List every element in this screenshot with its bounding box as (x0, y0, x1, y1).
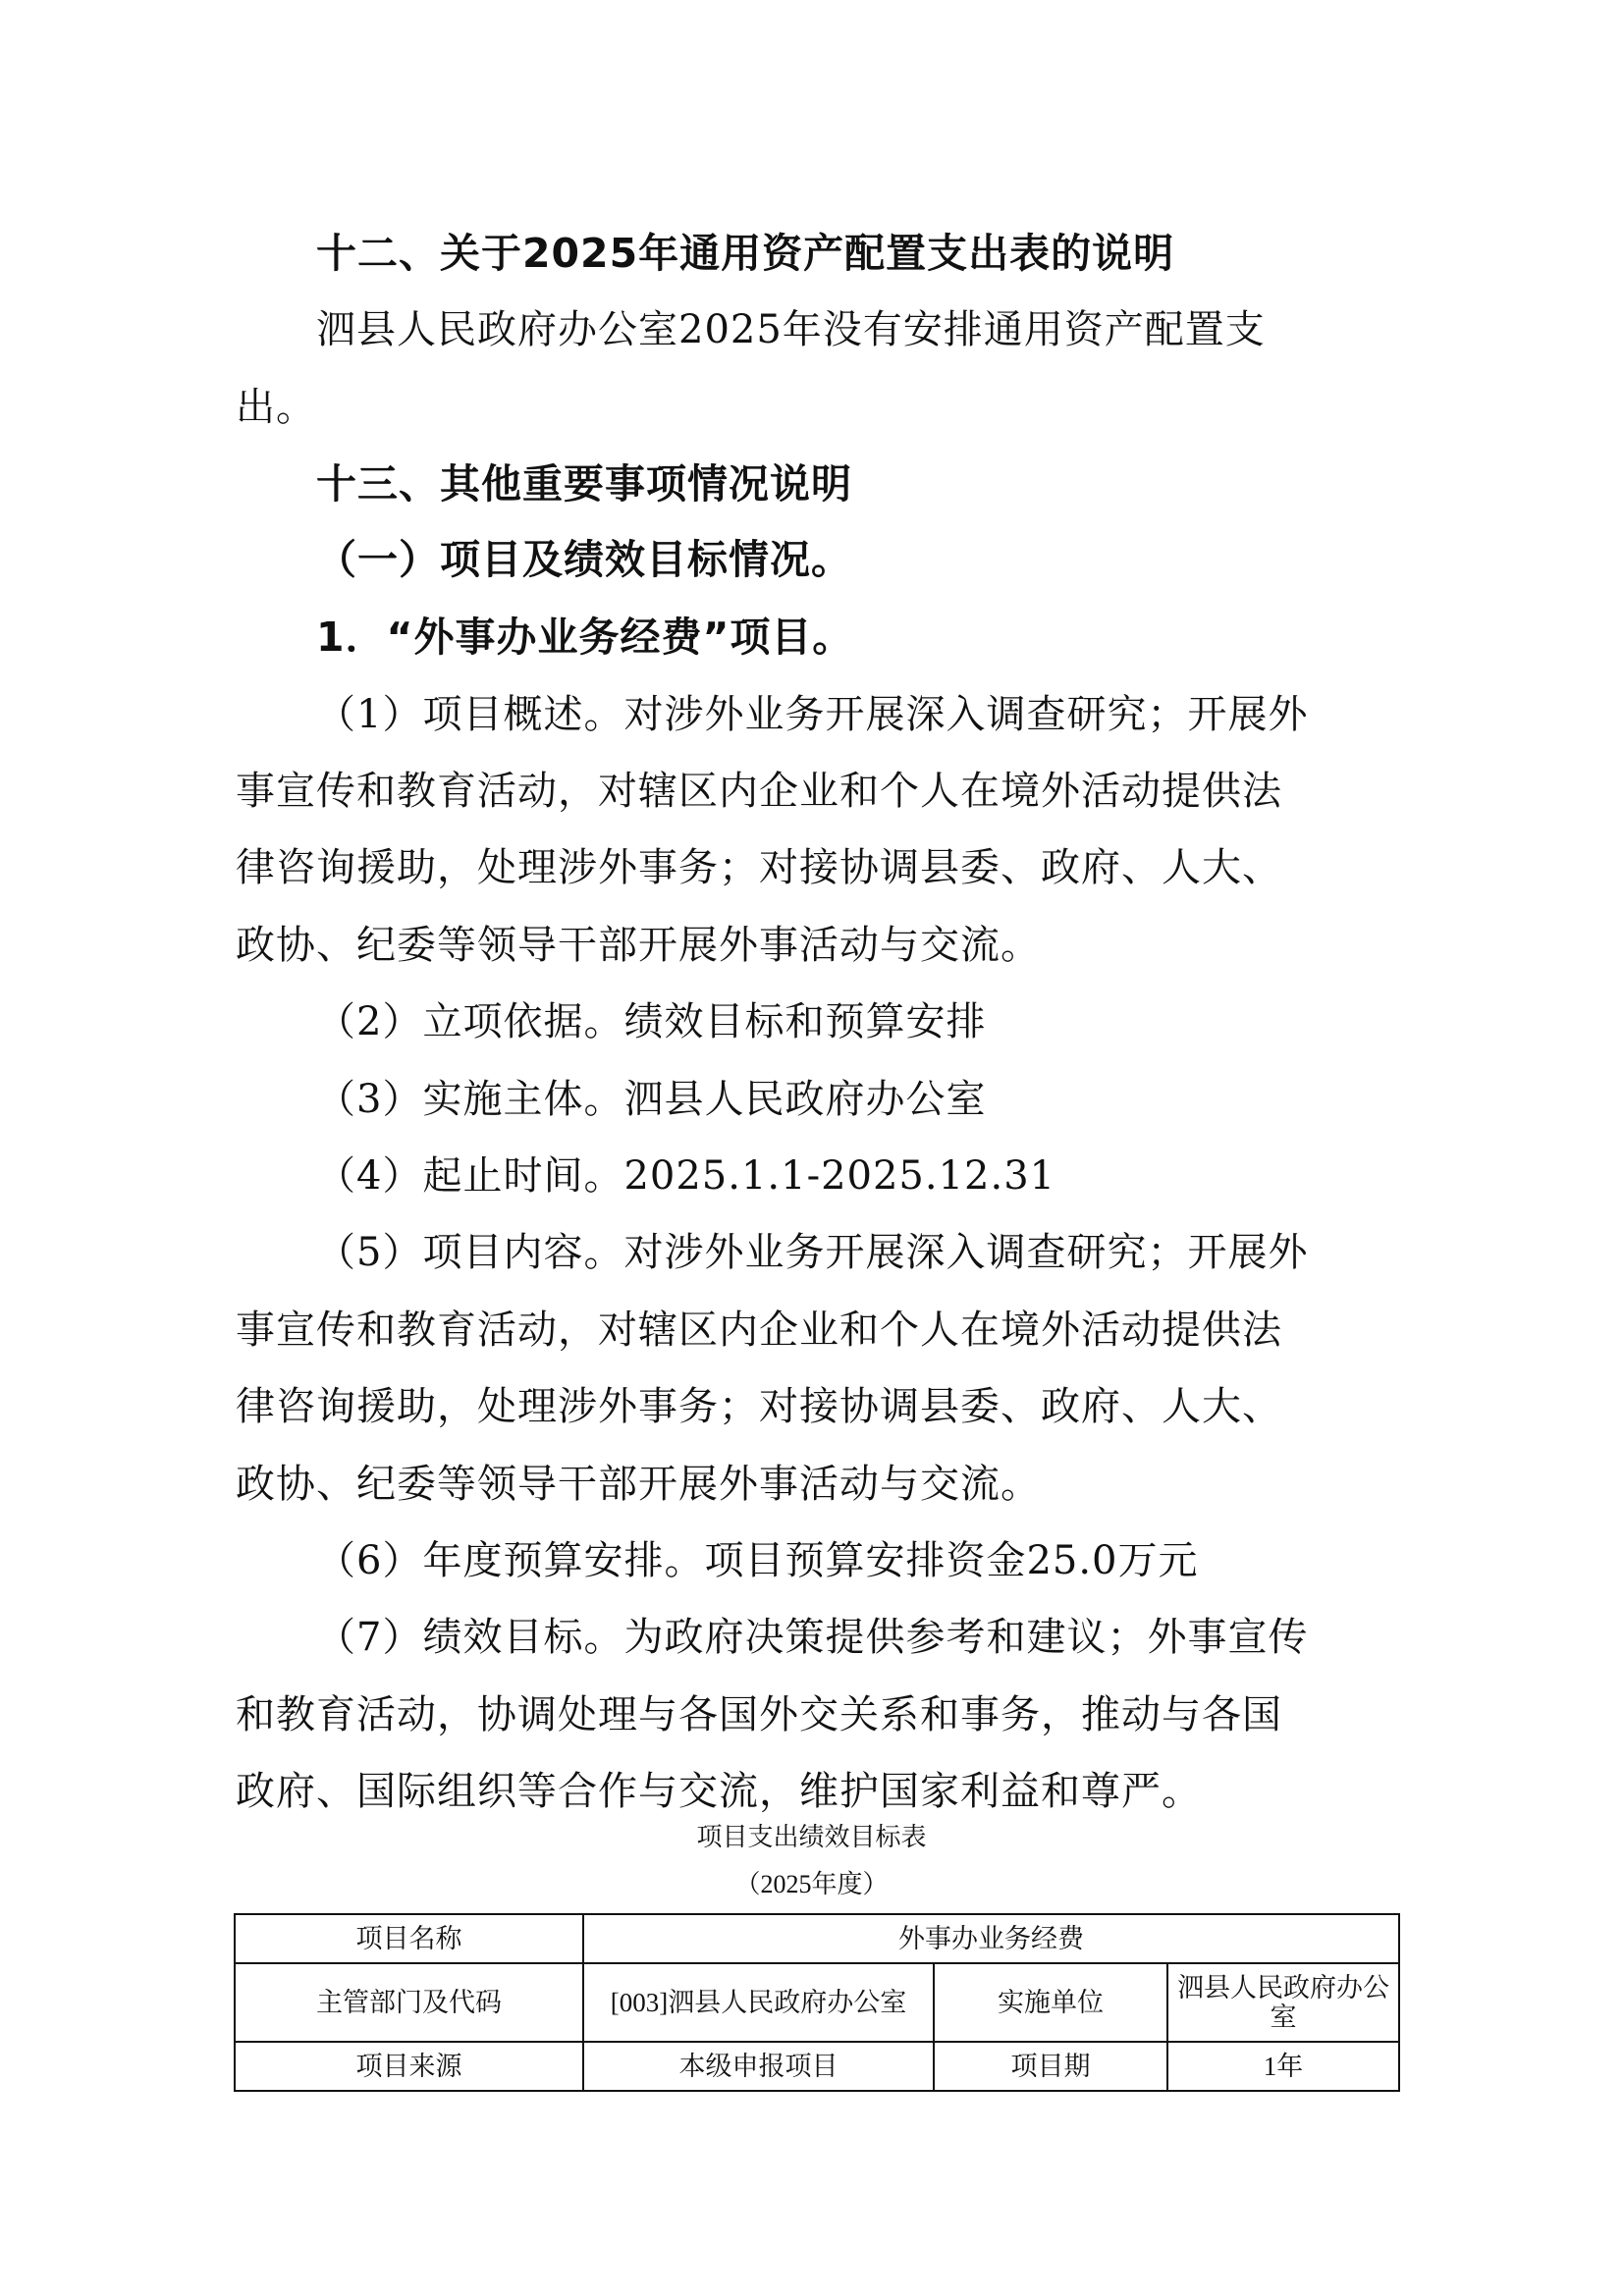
table-subcaption: （2025年度） (734, 1870, 889, 1898)
project-overview-line-2: 事宣传和教育活动，对辖区内企业和个人在境外活动提供法 (236, 769, 1282, 814)
table-row (235, 2042, 1399, 2091)
section-12-title: 十二、关于2025年通用资产配置支出表的说明 (316, 230, 1175, 277)
table-row (235, 1914, 1399, 1963)
implementer-label: 实施单位 (934, 1963, 1167, 2042)
project-title: 1．“外事办业务经费”项目。 (316, 614, 854, 661)
project-overview-line-1: （1）项目概述。对涉外业务开展深入调查研究；开展外 (316, 692, 1309, 737)
department-value: [003]泗县人民政府办公室 (583, 1963, 934, 2042)
project-name-value: 外事办业务经费 (583, 1914, 1399, 1963)
project-implementer: （3）实施主体。泗县人民政府办公室 (316, 1077, 987, 1122)
project-budget: （6）年度预算安排。项目预算安排资金25.0万元 (316, 1538, 1199, 1583)
project-name-label: 项目名称 (235, 1914, 583, 1963)
source-value: 本级申报项目 (583, 2042, 934, 2091)
project-basis: （2）立项依据。绩效目标和预算安排 (316, 999, 987, 1044)
project-content-line-4: 政协、纪委等领导干部开展外事活动与交流。 (236, 1462, 1041, 1507)
period-label: 项目期 (934, 2042, 1167, 2091)
project-goal-line-3: 政府、国际组织等合作与交流，维护国家利益和尊严。 (236, 1769, 1202, 1814)
implementer-value: 泗县人民政府办公室 (1167, 1963, 1399, 2042)
table-row (235, 1963, 1399, 2042)
project-content-line-2: 事宣传和教育活动，对辖区内企业和个人在境外活动提供法 (236, 1308, 1282, 1353)
project-overview-line-4: 政协、纪委等领导干部开展外事活动与交流。 (236, 923, 1041, 968)
source-label: 项目来源 (235, 2042, 583, 2091)
period-value: 1年 (1167, 2042, 1399, 2091)
project-content-line-3: 律咨询援助，处理涉外事务；对接协调县委、政府、人大、 (236, 1384, 1282, 1429)
section-13-subtitle: （一）项目及绩效目标情况。 (316, 536, 852, 583)
performance-target-table (234, 1913, 1400, 2092)
project-overview-line-3: 律咨询援助，处理涉外事务；对接协调县委、政府、人大、 (236, 845, 1282, 890)
table-caption: 项目支出绩效目标表 (696, 1823, 927, 1851)
section-12-body-line-2: 出。 (236, 385, 316, 430)
project-content-line-1: （5）项目内容。对涉外业务开展深入调查研究；开展外 (316, 1230, 1309, 1275)
section-12-body-line-1: 泗县人民政府办公室2025年没有安排通用资产配置支 (316, 307, 1266, 352)
project-period: （4）起止时间。2025.1.1-2025.12.31 (316, 1153, 1056, 1199)
project-goal-line-2: 和教育活动，协调处理与各国外交关系和事务，推动与各国 (236, 1692, 1282, 1737)
department-label: 主管部门及代码 (235, 1963, 583, 2042)
project-goal-line-1: （7）绩效目标。为政府决策提供参考和建议；外事宣传 (316, 1615, 1309, 1660)
section-13-title: 十三、其他重要事项情况说明 (316, 460, 852, 507)
